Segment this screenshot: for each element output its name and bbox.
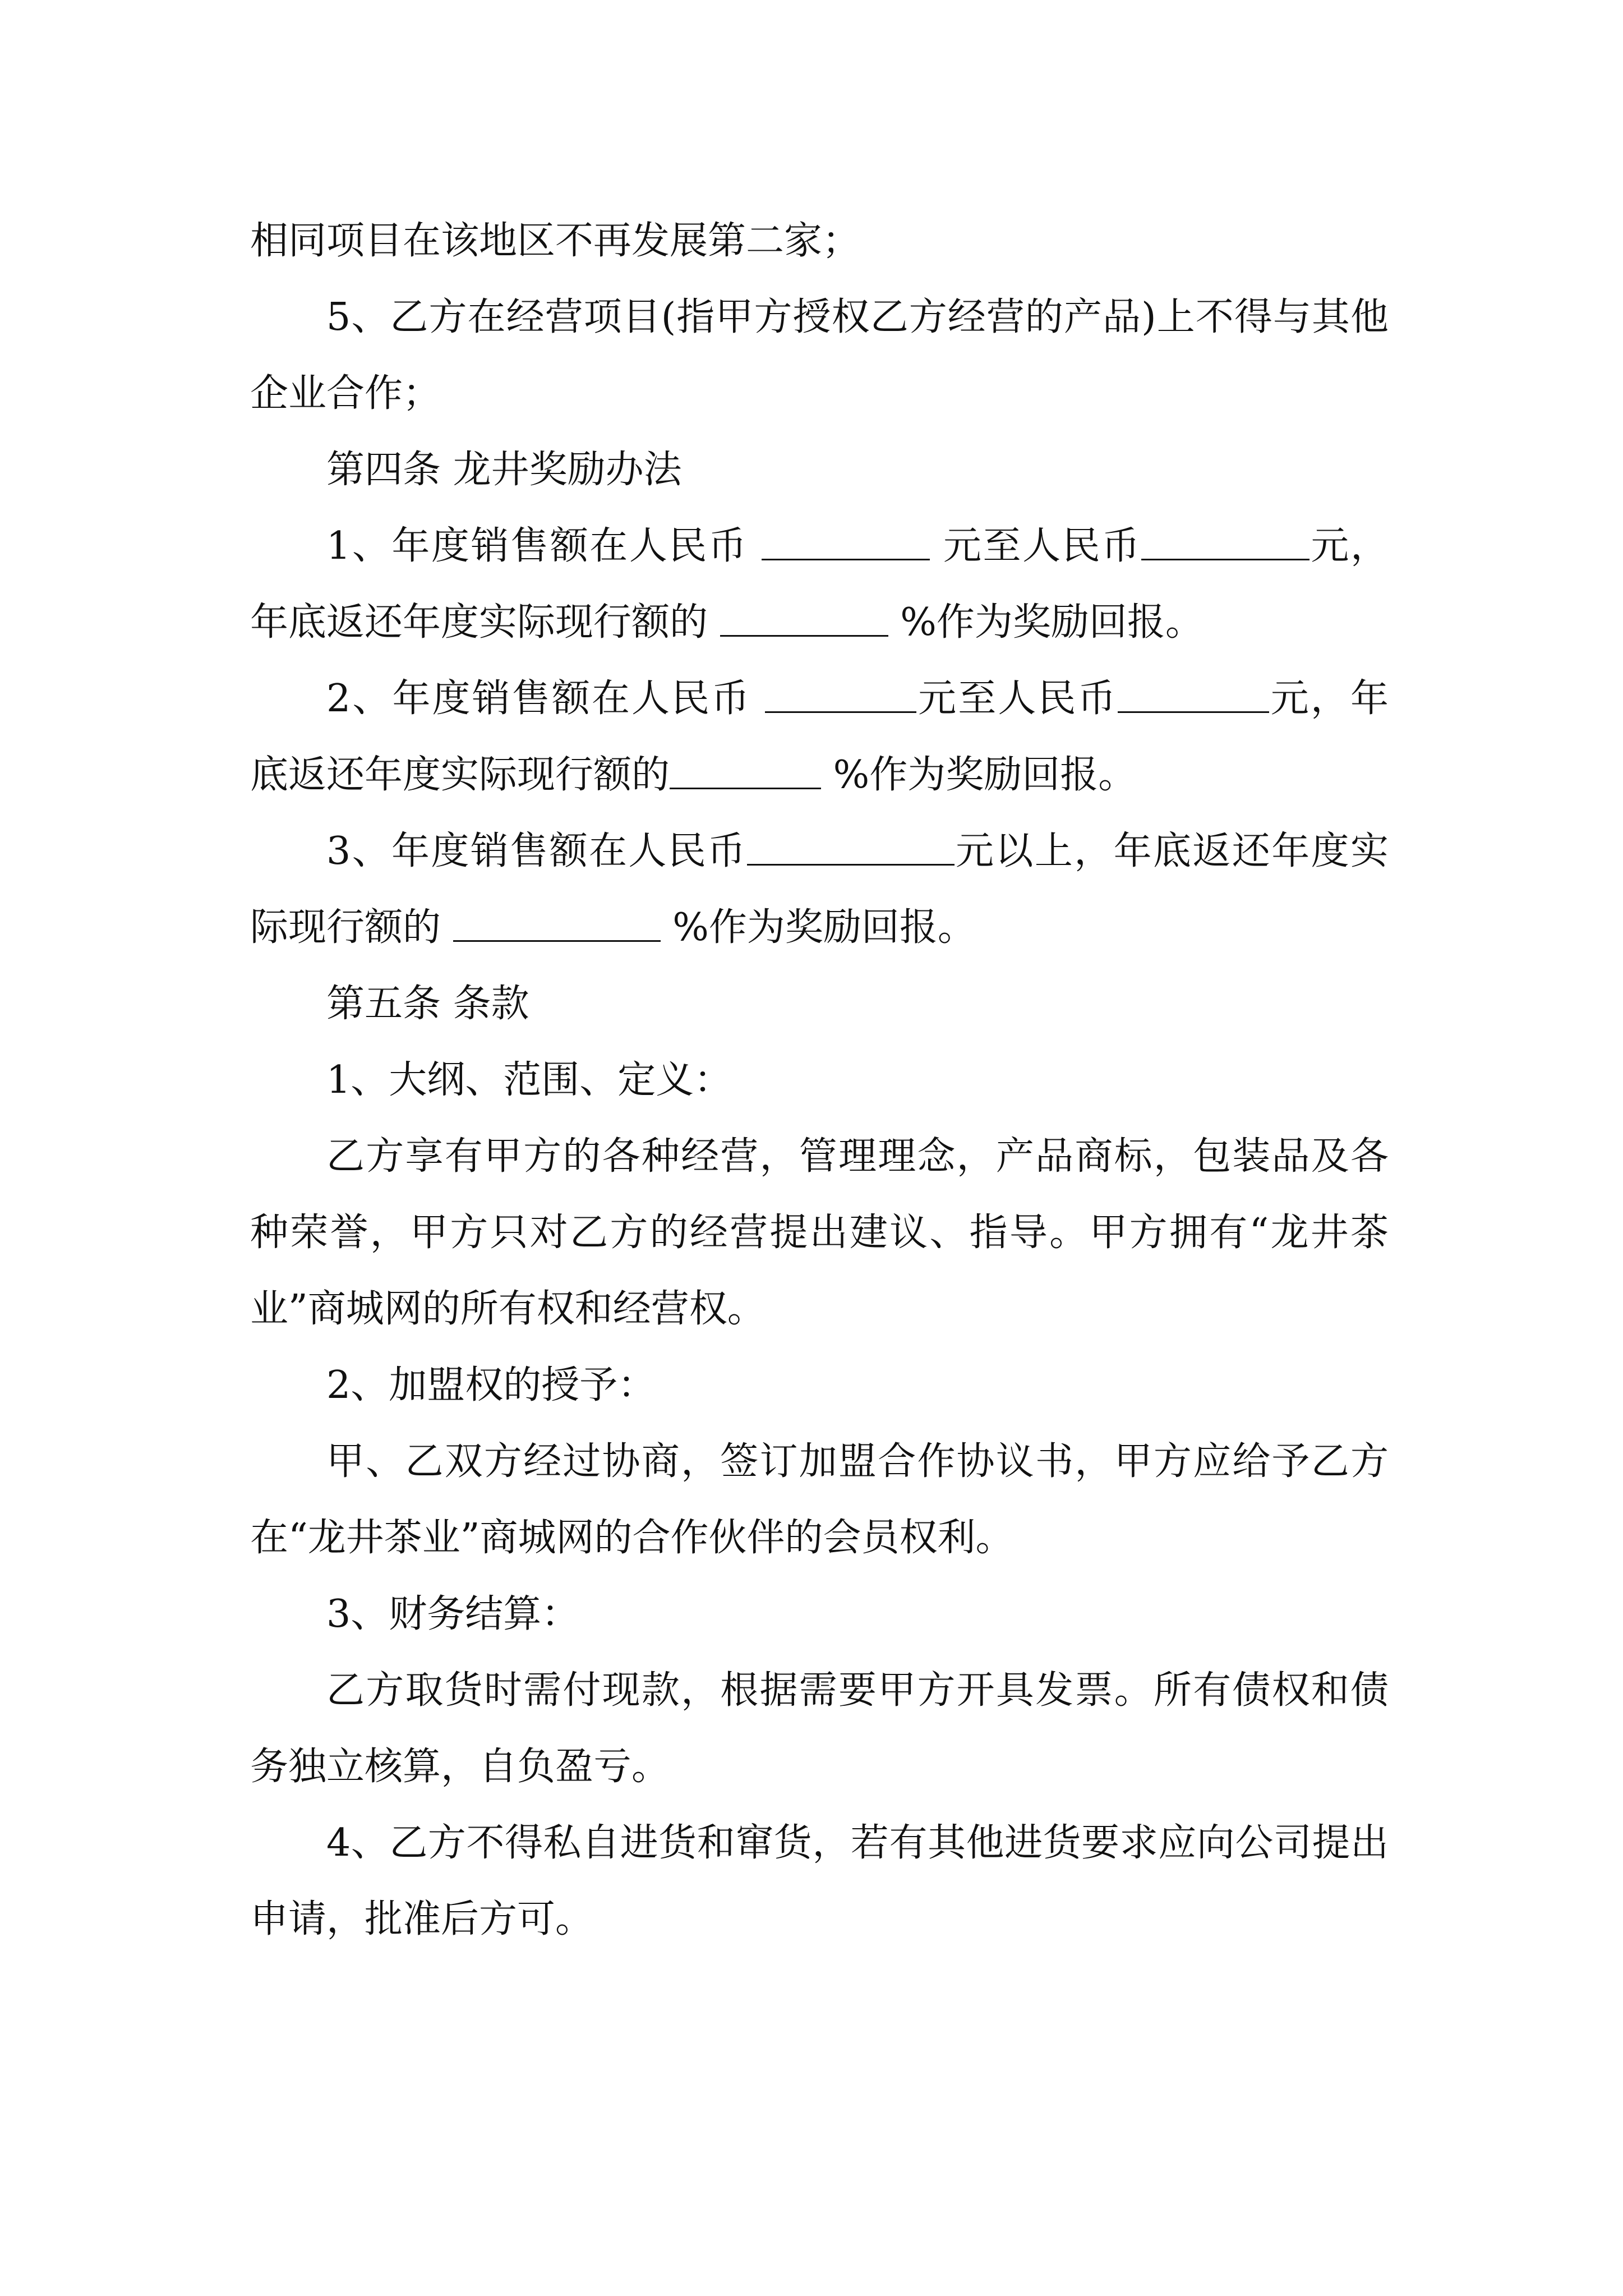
reward-item-2 <box>250 661 1389 813</box>
paragraph-text: 2、年度销售额在人民币 <box>326 677 751 721</box>
section-1-body <box>250 1119 1389 1347</box>
article-5-heading <box>250 966 1389 1042</box>
section-3-title <box>250 1576 1389 1653</box>
fill-blank[interactable] <box>670 753 821 789</box>
paragraph-text: %作为奖励回报。 <box>833 753 1137 797</box>
paragraph-text: %作为奖励回报。 <box>672 905 976 950</box>
paragraph-text: 5、乙方在经营项目(指甲方授权乙方经营的产品)上不得与其他企业合作； <box>250 295 1389 416</box>
section-4 <box>250 1805 1389 1958</box>
fill-blank[interactable] <box>1118 677 1269 713</box>
heading-text: 第四条 龙井奖励办法 <box>326 448 682 492</box>
paragraph-text: 乙方取货时需付现款，根据需要甲方开具发票。所有债权和债务独立核算，自负盈亏。 <box>250 1668 1389 1789</box>
paragraph-text: 相同项目在该地区不再发展第二家； <box>250 219 861 263</box>
paragraph-text: 元以上，年底返还年度实际现行额的 <box>250 829 1389 950</box>
paragraph-text: 2、加盟权的授予： <box>326 1363 656 1407</box>
paragraph-text: 4、乙方不得私自进货和窜货，若有其他进货要求应向公司提出申请，批准后方可。 <box>250 1821 1389 1941</box>
paragraph-text: 元至人民币 <box>943 524 1141 568</box>
paragraph-continuation <box>250 203 1389 279</box>
fill-blank[interactable] <box>747 830 955 866</box>
section-3-body <box>250 1653 1389 1805</box>
fill-blank[interactable] <box>1141 524 1310 560</box>
paragraph-text: 元，年底返还年度实际现行额的 <box>250 524 1389 645</box>
section-2-title <box>250 1347 1389 1424</box>
paragraph-text: 1、年度销售额在人民币 <box>326 524 748 568</box>
fill-blank[interactable] <box>720 601 888 637</box>
paragraph-text: 元至人民币 <box>916 677 1118 721</box>
section-1-title <box>250 1042 1389 1119</box>
fill-blank[interactable] <box>762 524 930 560</box>
paragraph-text: %作为奖励回报。 <box>900 600 1204 645</box>
section-2-body <box>250 1424 1389 1576</box>
article-4-heading <box>250 432 1389 508</box>
paragraph-text: 元，年底返还年度实际现行额的 <box>250 677 1389 797</box>
paragraph-text: 1、大纲、范围、定义： <box>326 1058 732 1102</box>
reward-item-3 <box>250 813 1389 966</box>
paragraph-text: 3、年度销售额在人民币 <box>326 829 747 873</box>
heading-text: 第五条 条款 <box>326 982 529 1026</box>
paragraph-text: 3、财务结算： <box>326 1592 580 1636</box>
reward-item-1 <box>250 508 1389 661</box>
clause-item-5 <box>250 279 1389 432</box>
fill-blank[interactable] <box>453 906 661 942</box>
paragraph-text: 乙方享有甲方的各种经营，管理理念，产品商标，包装品及各种荣誉，甲方只对乙方的经营提出建议、指导。甲方拥有“龙井茶业”商城网的所有权和经营权。 <box>250 1134 1389 1331</box>
fill-blank[interactable] <box>765 677 916 713</box>
paragraph-text: 甲、乙双方经过协商，签订加盟合作协议书，甲方应给予乙方在“龙井茶业”商城网的合作伙伴的会员权利。 <box>250 1439 1389 1560</box>
document-body <box>250 203 1389 1958</box>
